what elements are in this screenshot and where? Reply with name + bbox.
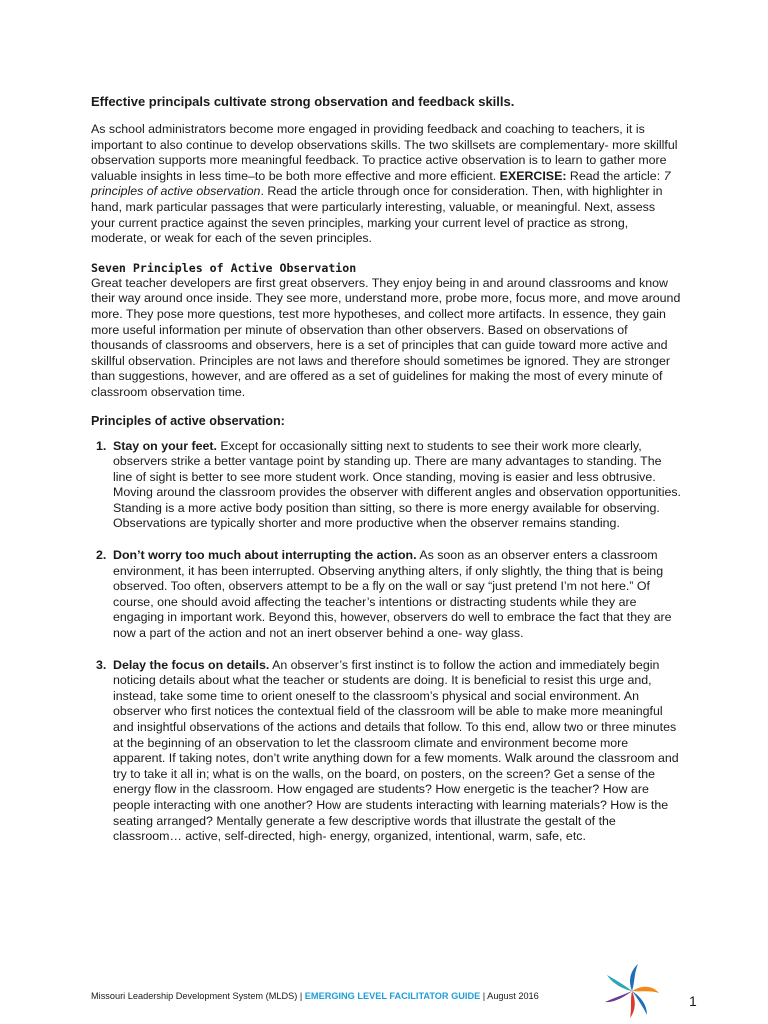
intro-text: As school administrators become more engaged in providing feedback and coaching to teachers, it is important to also continue to develop observations skills. The two skillsets are complementary- more skillful observation supports more meaningful feedback. To practice active observation is to learn to gather more valuable insights in less time–to be both more effective and more efficient. [91, 122, 678, 183]
list-item-text: An observer’s first instinct is to follow the action and immediately begin noticing details about what the teacher or students are doing. It is beneficial to resist this urge and, instead, take some time to orient oneself to the classroom’s physical and social environment. An observer who first notices the contextual field of the classroom will be able to make more meaningful and insightful observations of the actions and details that follow. To this end, allow two or three minutes at the beginning of an observation to let the classroom climate and environment become more apparent. If taking notes, don’t write anything down for a few moments. Walk around the classroom and try to take it all in; what is on the walls, on the board, on posters, on the screen? Get a sense of the energy flow in the classroom. How engaged are students? How energetic is the teacher? How are people interacting with one another? How are students interacting with learning materials? How is the seating arranged? Mentally generate a few descriptive words that illustrate the gestalt of the classroom… active, self-directed, high- energy, organized, intentional, warm, safe, etc. [113, 657, 679, 844]
section-body: Great teacher developers are first great observers. They enjoy being in and around classrooms and know their way around once inside. They see more, understand more, probe more, focus more, and move around more. They pose more questions, test more hypotheses, and collect more artifacts. In essence, they gain more useful information per minute of observation than other observers. Based on observations of thousands of classrooms and observers, here is a set of principles that can guide toward more active and skillful observation. Principles are not laws and therefore should sometimes be ignored. They are stronger than suggestions, however, and are offered as a set of guidelines for making the most of every minute of classroom observation time. [91, 275, 681, 399]
section-heading: Seven Principles of Active Observation [91, 260, 357, 275]
footer-date: | August 2016 [480, 991, 539, 1001]
list-item-text: As soon as an observer enters a classroom environment, it has been interrupted. Observing anything alters, if only slightly, the thing that is being observed. Too often, observers attempt to be a fly on the wall or say “just pretend I’m not here.” Of course, one should avoid affecting the teacher’s intentions or distracting students while they are engaging in important work. Beyond this, however, observers do well to embrace the fact that they are now a part of the action and not an inert observer behind a one- way glass. [113, 548, 672, 641]
list-item-text: Except for occasionally sitting next to students to see their work more clearly, observers strike a better vantage point by standing up. There are many advantages to standing. The line of sight is better to see more student work. Once standing, moving is easier and less obtrusive. Moving around the classroom provides the observer with different angles and observation opportunities. Standing is a more active body position than sitting, so there is more energy available for observing. Observations are typically shorter and more productive when the observer remains standing. [113, 438, 682, 531]
star-logo-icon [603, 962, 661, 1020]
intro-paragraph [91, 122, 681, 247]
document-body [91, 94, 681, 861]
list-item-lead: Don’t worry too much about interrupting the action. [113, 548, 417, 563]
logo-orange-ray [632, 987, 659, 993]
list-item-number: 2. [96, 548, 107, 563]
logo-teal-ray [607, 975, 632, 991]
document-title: Effective principals cultivate strong observation and feedback skills. [91, 94, 515, 109]
logo-purple-ray [605, 991, 632, 1002]
page-number: 1 [689, 993, 697, 1009]
list-item-lead: Delay the focus on details. [113, 657, 270, 672]
footer-org: Missouri Leadership Development System (MLDS) | [91, 991, 305, 1001]
exercise-article-title: 7 principles of active observation [91, 168, 671, 199]
list-item [91, 548, 681, 642]
exercise-post: . Read the article through once for consideration. Then, with highlighter in hand, mark particular passages that were particularly interesting, valuable, or meaningful. Next, assess your current practice against the seven principles, marking your current level of practice as strong, moderate, or weak for each of the seven principles. [91, 184, 663, 246]
exercise-label: EXERCISE: [499, 168, 567, 183]
list-item-number: 3. [96, 657, 107, 672]
list-item-number: 1. [96, 438, 107, 453]
list-item [91, 439, 681, 533]
logo-blue-ray [630, 964, 638, 991]
principles-list [91, 439, 681, 845]
footer-guide-title: EMERGING LEVEL FACILITATOR GUIDE [304, 991, 481, 1001]
exercise-pre: Read the article: [566, 168, 664, 183]
list-heading: Principles of active observation: [91, 413, 285, 428]
list-item [91, 658, 681, 845]
page-footer [91, 990, 539, 1002]
logo-red-ray [630, 991, 635, 1018]
list-item-lead: Stay on your feet. [113, 438, 217, 453]
